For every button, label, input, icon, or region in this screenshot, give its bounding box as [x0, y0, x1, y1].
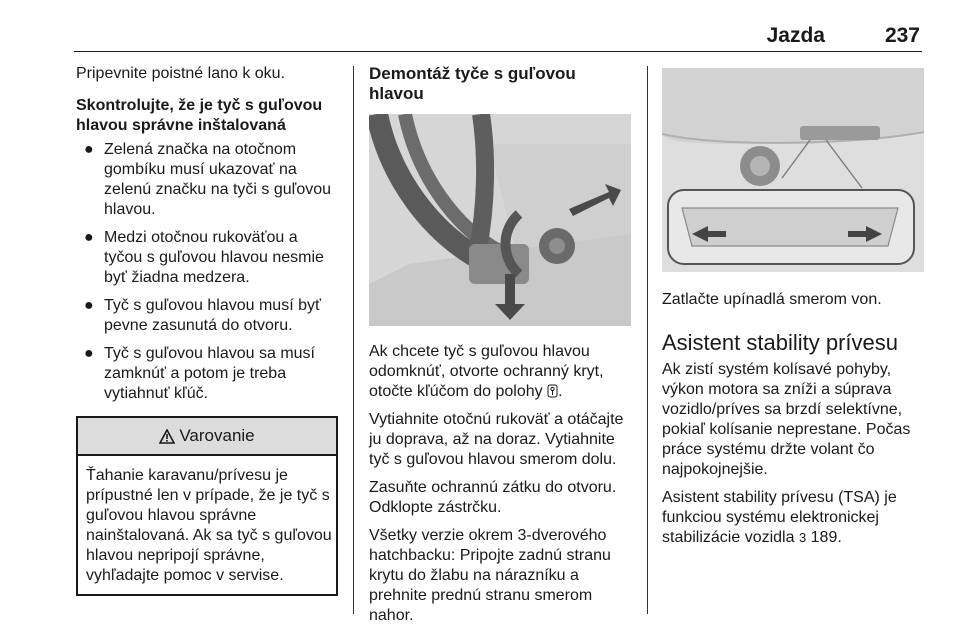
warning-triangle-icon: [159, 429, 175, 444]
list-item: [76, 296, 340, 336]
warning-text: Ťahanie karavanu/prívesu je prípustné len v prípade, že je tyč s guľovou hlavou správne nainštalovaná. Ak sa tyč s guľovou hlavou nepripojí správne, vyhľadajte pomoc v servise.: [86, 467, 332, 584]
page-header: [0, 0, 960, 58]
bullet-icon: ●: [84, 141, 94, 158]
bullet-icon: ●: [84, 345, 94, 362]
header-rule: [74, 51, 922, 52]
list-item-text: Medzi otočnou rukoväťou a tyčou s guľovou hlavou nesmie byť žiadna medzera.: [104, 229, 324, 286]
list-item: [76, 140, 340, 220]
section-title-tsa: Asistent stability prívesu: [662, 330, 898, 355]
column-divider: [353, 66, 354, 614]
column-left: [76, 64, 340, 596]
section-title: Jazda: [766, 24, 825, 47]
list-item-text: Zelená značka na otočnom gombíku musí ukazovať na zelenú značku na tyči s guľovou hlavou.: [104, 141, 332, 218]
check-list: [76, 140, 340, 404]
list-item: [76, 344, 340, 404]
bullet-icon: ●: [84, 297, 94, 314]
cover-paragraph: Všetky verzie okrem 3-dverového hatchbacku: Pripojte zadnú stranu krytu do žlabu na nárazníku a prehnite prednú stranu smerom nahor.: [369, 527, 611, 624]
figure-caption: Zatlačte upínadlá smerom von.: [662, 291, 882, 308]
list-item-text: Tyč s guľovou hlavou sa musí zamknúť a potom je treba vytiahnuť kľúč.: [104, 345, 315, 402]
tow-bar-removal-illustration: [369, 114, 631, 326]
column-right: [662, 64, 924, 556]
pull-handle-paragraph: Vytiahnite otočnú rukoväť a otáčajte ju doprava, až na doraz. Vytiahnite tyč s guľovou hlavou smerom dolu.: [369, 411, 624, 468]
unlock-paragraph: Ak chcete tyč s guľovou hlavou odomknúť, otvorte ochranný kryt, otočte kľúčom do polohy .: [369, 343, 604, 400]
key-position-icon: [547, 384, 558, 398]
section-heading: Demontáž tyče s guľovou hlavou: [369, 64, 576, 103]
column-middle: [369, 64, 633, 634]
bullet-icon: ●: [84, 229, 94, 246]
warning-title: Varovanie: [179, 426, 255, 445]
intro-paragraph: Pripevnite poistné lano k oku.: [76, 65, 286, 82]
column-divider: [647, 66, 648, 614]
warning-header: [78, 418, 336, 456]
list-item: [76, 228, 340, 288]
bumper-cover-clips-illustration: [662, 68, 924, 272]
unlock-text: Ak chcete tyč s guľovou hlavou odomknúť, otvorte ochranný kryt, otočte kľúčom do polohy: [369, 343, 604, 400]
page-reference-arrow-icon: 3: [798, 530, 807, 545]
list-item-text: Tyč s guľovou hlavou musí byť pevne zasunutá do otvoru.: [104, 297, 321, 334]
page-reference-link[interactable]: 189: [810, 529, 838, 546]
warning-box: [76, 416, 338, 596]
plug-paragraph: Zasuňte ochrannú zátku do otvoru. Odklopte zástrčku.: [369, 479, 617, 516]
tsa-paragraph: Ak zistí systém kolísavé pohyby, výkon motora sa zníži a súprava vozidlo/príves sa brzdí selektívne, pokiaľ kolísanie neprestane. Počas práce systému držte volant čo najpokojnejšie.: [662, 361, 911, 478]
page-number: 237: [884, 24, 920, 47]
check-heading: Skontrolujte, že je tyč s guľovou hlavou správne inštalovaná: [76, 97, 323, 134]
tsa-reference-paragraph: Asistent stability prívesu (TSA) je funkciou systému elektronickej stabilizácie vozidla 3 189.: [662, 489, 897, 546]
